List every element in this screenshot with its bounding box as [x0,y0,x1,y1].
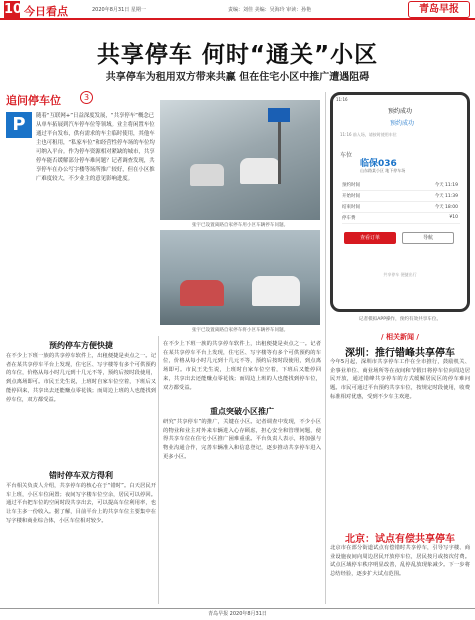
section-name: 今日看点 [24,5,68,18]
section-body-1: 在不少上下班一族的共享停车软件上，出租便捷是卖点之一。记者在某共享停车平台上发现，住宅区、写字楼等有多个可供预约的车位，价格从每小时几元到十几元不等，预约后按时段使用，到点离场即可。市民王先生说，上班时自家车位空着，下班后又能停回来，共享出去还能赚点零花钱；而周边上班的人也能找到停车位，双方都受益。 [6,353,156,403]
spot-code: 临保036 [360,159,397,169]
row-value: 今天 11:39 [434,194,458,199]
headline: 共享停车 何时“通关”小区 [96,42,379,68]
related-title-shenzhen: 深圳：推行错峰共享停车 [345,348,455,359]
section-body-1-cont: 在不少上下班一族的共享停车软件上，出租便捷是卖点之一。记者在某共享停车平台上发现，住宅区、写字楼等有多个可供预约的车位，价格从每小时几元到十几元不等，预约后按时段使用，到点离场即可。市民王先生说，上班时自家车位空着，下班后又能停回来，共享出去还能赚点零花钱；而周边上班的人也能找到停车位，双方都受益。 [163,341,321,391]
section-body-2: 平台相关负责人介绍，共享停车的核心在于“错时”。白天居民开车上班，小区车位闲置；夜间写字楼车位空余，居民可以停回。通过平台把车位的空闲时段共享出去，可以提高车位利用率，也让车主多一份收入。据了解，目前平台上的共享车位主要集中在写字楼和商业综合体，小区车位相对较少。 [6,483,156,524]
section-body-3: 研究“共享停车”的推广，关键在小区。记者调查中发现，不少小区的物业和业主对外来车辆进入心存顾虑，担心安全和管理问题，使得共享车位在住宅小区推广困难重重。平台负责人表示，将加强与物业沟通合作，完善车辆准入和信息登记，逐步推动共享停车进入更多小区。 [163,419,321,460]
booking-row [342,204,460,213]
phone-status-bar: 11:16 [336,97,348,102]
parking-sign [268,108,290,122]
car-shape [252,276,300,306]
newspaper-logo: 青岛早报 [408,1,470,18]
spot-address: 山东路某小区 地下停车场 [360,168,406,173]
row-label: 开始时间 [342,194,360,199]
parking-photo-2 [160,230,320,325]
sign-pole [278,114,281,184]
editor-credits: 责编：刘佳 美编：吴海玲 审读：孙艳 [228,7,312,13]
row-label: 停车费 [342,216,356,221]
booking-note: 11:16 前入场，请按时使用车位 [340,132,397,137]
issue-date: 2020年8月31日 星期一 [92,7,146,13]
photo-caption-2: 张宇已设置离路自家停车将小区车辆停车问题。 [191,328,289,333]
row-label: 结束时间 [342,205,360,210]
phone-app-title: 预约成功 [387,108,412,115]
intro-text: 随着“互联网+”日益深度发展，“共享停车”概念已从单车拓展到汽车停车位等领域。业主将闲置车位通过平台发布，供有需求的车主临时使用，其他车主也可租用，“私家车位”和经营性停车场的车位均可纳入平台。作为停车资源相对紧缺的城市，共享停车能否缓解部分停车难问题？记者调查发现，共享停车在办公写字楼等场所推广较好，但在小区推广难度较大，不少业主的意见影响进度。 [36,113,155,182]
booking-success-label: 预约成功 [389,120,414,127]
row-label: 预约时间 [342,183,360,188]
page-number: 10 [4,2,23,17]
booking-row [342,215,460,224]
related-body-shenzhen: 今年5月起，深圳市共享停车工作在全市推行，鼓励机关、企事业单位、商业场所等在夜间和节假日将停车位向周边居民开放，通过错峰共享停车的方式缓解居民区的停车难问题。市民可通过平台预约共享车位，按规定时段使用，收费标准相对优惠，受到不少车主欢迎。 [330,359,470,400]
phone-caption: 记者模拟APP操作，预约有效共享车位。 [358,317,442,322]
related-title-beijing: 北京：试点有偿共享停车 [345,534,455,545]
page-footer: 青岛早报 2020年8月31日 [0,608,475,620]
section-title-3: 重点突破小区推广 [210,407,274,416]
phone-footer: 共享停车 便捷出行 [383,272,417,277]
booking-row [342,182,460,191]
car-shape [180,280,224,306]
car-shape [190,164,224,186]
row-value: ¥10 [449,215,458,220]
spot-label: 车位 [340,152,353,159]
row-value: 今天 11:19 [434,183,458,188]
view-order-button[interactable]: 查看订单 [344,232,396,244]
column-divider [158,336,159,604]
related-news-label: / 相关新闻 / [381,333,419,341]
car-shape [240,158,280,184]
section-title-2: 错时停车双方得利 [49,471,113,480]
booking-row [342,193,460,202]
related-body-beijing: 北京市在部分街道试点有偿错时共享停车，引导写字楼、商业设施夜间向周边居民开放停车位，居民按月或按次付费。试点区域停车秩序明显改善，乱停乱放现象减少。下一步将总结经验，逐步扩大试点范围。 [330,545,470,578]
parking-icon: P [6,112,32,138]
column-number: 3 [80,91,93,104]
column-divider [325,92,326,604]
row-value: 今天 18:00 [434,205,458,210]
column-title: 追问停车位 [6,94,61,107]
navigate-button[interactable]: 导航 [402,232,454,244]
section-title-1: 预约停车方便快捷 [49,341,113,350]
photo-caption-1: 张宇已设置离路自家停车用小区车辆停车问题。 [191,223,289,228]
subheadline: 共享停车为租用双方带来共赢 但在住宅小区中推广遭遇阻碍 [105,72,370,83]
parking-photo-1 [160,100,320,220]
